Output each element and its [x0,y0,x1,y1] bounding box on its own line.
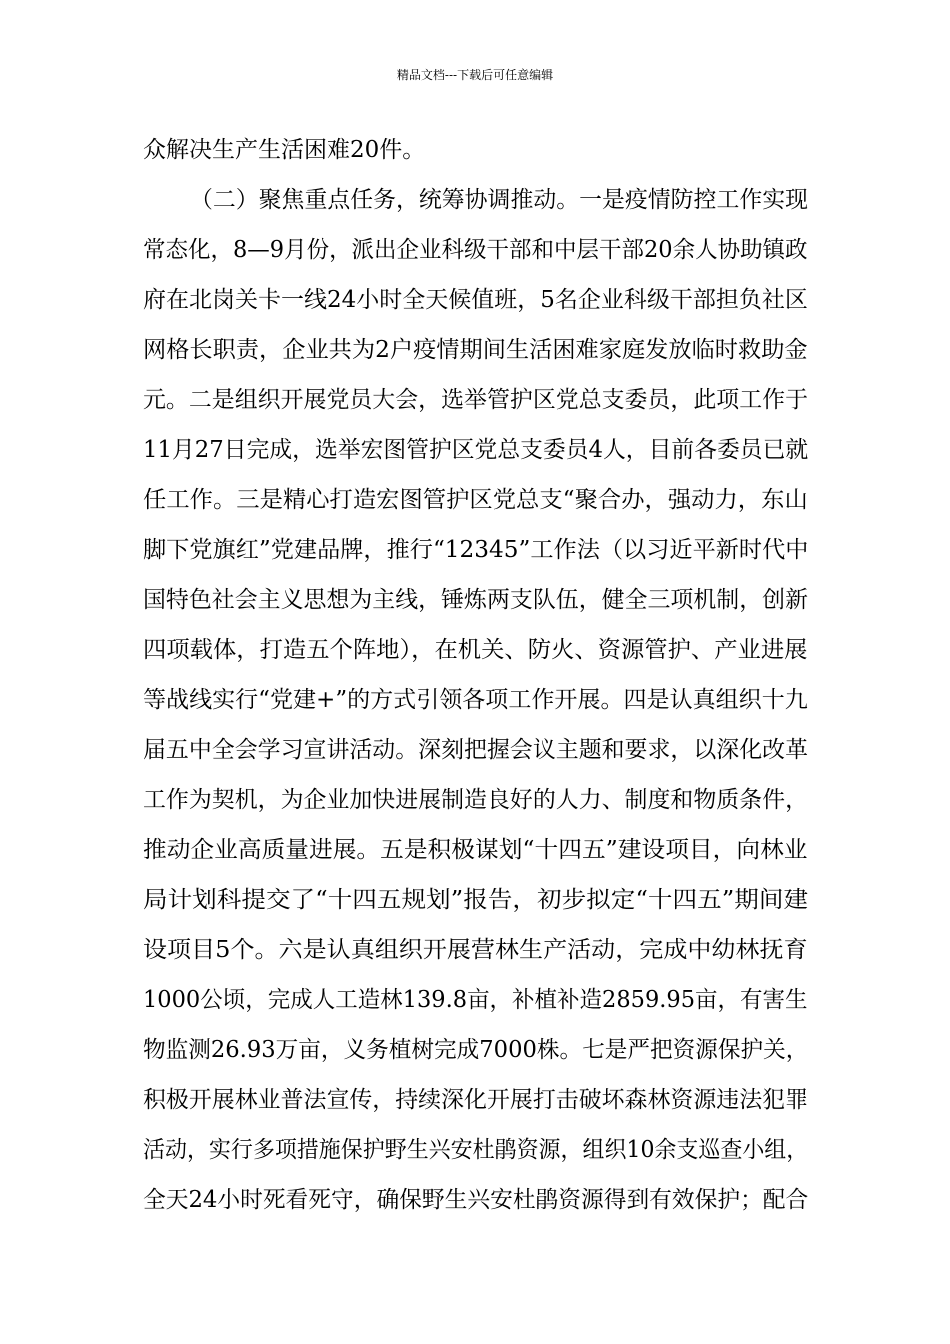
body-line-4: 府在北岗关卡一线24小时全天候值班，5名企业科级干部担负社区 [143,287,808,313]
body-line-7: 11月27日完成，选举宏图管护区党总支委员4人，目前各委员已就 [143,437,809,463]
body-line-17: 设项目5个。六是认真组织开展营林生产活动，完成中幼林抚育 [143,937,808,963]
body-line-13: 届五中全会学习宣讲活动。深刻把握会议主题和要求，以深化改革 [143,737,808,763]
page-header: 精品文档---下载后可任意编辑 [396,68,554,82]
body-line-8: 任工作。三是精心打造宏图管护区党总支“聚合办，强动力，东山 [143,487,808,513]
body-line-12: 等战线实行“党建+”的方式引领各项工作开展。四是认真组织十九 [143,687,808,713]
body-line-9: 脚下党旗红”党建品牌，推行“12345”工作法（以习近平新时代中 [143,537,809,563]
body-line-6: 元。二是组织开展党员大会，选举管护区党总支委员，此项工作于 [143,387,808,413]
body-line-22: 全天24小时死看死守，确保野生兴安杜鹃资源得到有效保护；配合 [143,1187,809,1213]
body-line-16: 局计划科提交了“十四五规划”报告，初步拟定“十四五”期间建 [143,887,809,913]
body-line-14: 工作为契机，为企业加快进展制造良好的人力、制度和物质条件， [143,787,808,813]
body-line-18: 1000公顷，完成人工造林139.8亩，补植补造2859.95亩，有害生 [143,987,808,1013]
body-line-5: 网格长职责，企业共为2户疫情期间生活困难家庭发放临时救助金 [143,337,808,363]
body-line-11: 四项载体，打造五个阵地），在机关、防火、资源管护、产业进展 [143,637,808,663]
body-line-10: 国特色社会主义思想为主线，锤炼两支队伍，健全三项机制，创新 [143,587,808,613]
body-line-15: 推动企业高质量进展。五是积极谋划“十四五”建设项目，向林业 [143,837,808,863]
body-line-21: 活动，实行多项措施保护野生兴安杜鹃资源，组织10余支巡查小组， [143,1137,809,1163]
body-line-1: 众解决生产生活困难20件。 [143,137,426,163]
body-line-20: 积极开展林业普法宣传，持续深化开展打击破坏森林资源违法犯罪 [143,1087,808,1113]
body-line-19: 物监测26.93万亩，义务植树完成7000株。七是严把资源保护关， [143,1037,809,1063]
body-line-2: （二）聚焦重点任务，统筹协调推动。一是疫情防控工作实现 [190,187,808,213]
body-line-3: 常态化，8—9月份，派出企业科级干部和中层干部20余人协助镇政 [143,237,808,263]
